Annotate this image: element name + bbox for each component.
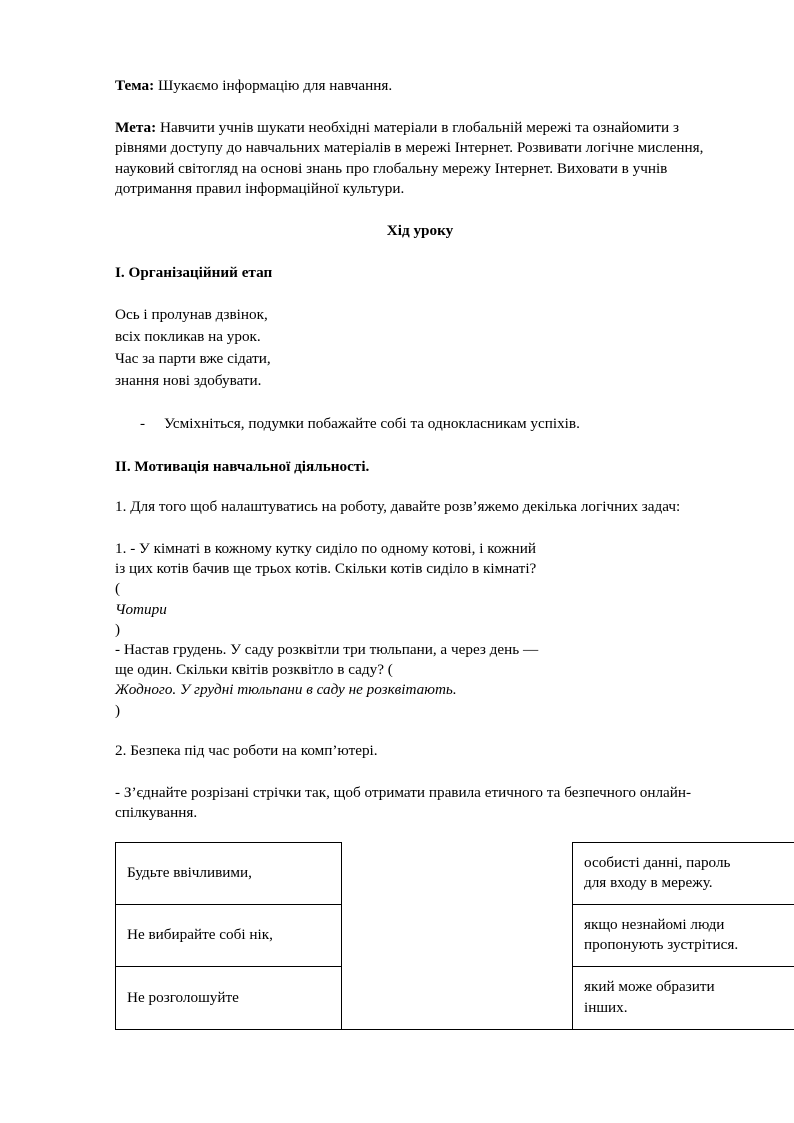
dash-list-text: Усміхніться, подумки побажайте собі та однокласникам успіхів. [164, 415, 580, 433]
course-heading: Хід уроку [386, 222, 454, 240]
table-cell-right[interactable] [573, 842, 794, 904]
cell-line: якщо незнайомі люди [584, 916, 725, 933]
paren-open: ( [115, 580, 121, 598]
table-cell-right[interactable] [573, 967, 794, 1029]
document-body [115, 76, 739, 1030]
cell-line: який може образити [584, 978, 715, 996]
topic-paragraph [115, 76, 715, 96]
riddle-one-line: 1. - У кімнаті в кожному кутку сиділо по одному котові, і кожний [115, 539, 536, 557]
verse-block [115, 304, 715, 393]
verse-line: Ось і пролунав дзвінок, [115, 305, 268, 323]
table-row [116, 967, 794, 1029]
dash-list-item [115, 414, 715, 434]
riddle-two-line-with-answer [115, 660, 715, 721]
table-cell-left[interactable]: Не розголошуйте [116, 967, 342, 1029]
table-cell-left[interactable]: Не вибирайте собі нік, [116, 905, 342, 967]
goal-text: Навчити учнів шукати необхідні матеріали в глобальній мережі та ознайомити з рівнями доступу до навчальних матеріалів в мережі Інтернет. Розвивати логічне мислення, науковий світогляд на основі знань про глобальну мережу Інтернет. Виховати в учнів дотримання правил інформаційної культури. [115, 119, 704, 197]
dash-bullet-icon: - [140, 415, 146, 433]
paren-close: ) [115, 701, 121, 719]
safety-heading: 2. Безпека під час роботи на комп’ютері. [115, 741, 378, 759]
task-line: - З’єднайте розрізані стрічки так, щоб отримати правила етичного та [115, 784, 561, 802]
task-line: безпечного онлайн-спілкування. [115, 784, 692, 822]
cell-line: для входу в мережу. [584, 873, 713, 891]
topic-label: Тема: [115, 77, 155, 94]
section-two-heading: II. Мотивація навчальної діяльності. [115, 457, 370, 475]
riddle-one-answer-line [115, 579, 715, 640]
section-one-heading: I. Організаційний етап [115, 264, 273, 282]
riddle-one-line: із цих котів бачив ще трьох котів. Скільки котів сиділо в кімнаті? [115, 560, 537, 578]
section-two-intro: 1. Для того щоб налаштуватись на роботу, давайте розв’яжемо декілька логічних задач: [115, 497, 681, 515]
task-instruction [115, 783, 715, 823]
table-cell-middle[interactable] [342, 842, 573, 904]
cell-line: пропонують зустрітися. [584, 936, 739, 954]
riddle-one-answer: Чотири [115, 600, 167, 618]
matching-table [115, 842, 794, 1030]
table-cell-right[interactable] [573, 905, 794, 967]
verse-line: всіх покликав на урок. [115, 327, 261, 345]
table-cell-left[interactable]: Будьте ввічливими, [116, 842, 342, 904]
verse-line: знання нові здобувати. [115, 372, 262, 390]
table-row [116, 905, 794, 967]
riddle-two-line: - Настав грудень. У саду розквітли три тюльпани, а через день — [115, 641, 539, 659]
cell-line: особисті данні, пароль [584, 853, 731, 871]
riddle-block [115, 539, 715, 721]
cell-line: інших. [584, 998, 628, 1016]
goal-label: Мета: [115, 119, 157, 137]
topic-text: Шукаємо інформацію для навчання. [154, 77, 393, 94]
goal-paragraph [115, 118, 715, 199]
verse-line: Час за парти вже сідати, [115, 349, 271, 367]
paren-close: ) [115, 620, 121, 638]
riddle-two-question: ще один. Скільки квітів розквітло в саду? ( [115, 661, 393, 679]
riddle-two-answer: Жодного. У грудні тюльпани в саду не розквітають. [115, 681, 457, 699]
table-cell-middle[interactable] [342, 905, 573, 967]
table-cell-middle[interactable] [342, 967, 573, 1029]
table-row [116, 842, 794, 904]
